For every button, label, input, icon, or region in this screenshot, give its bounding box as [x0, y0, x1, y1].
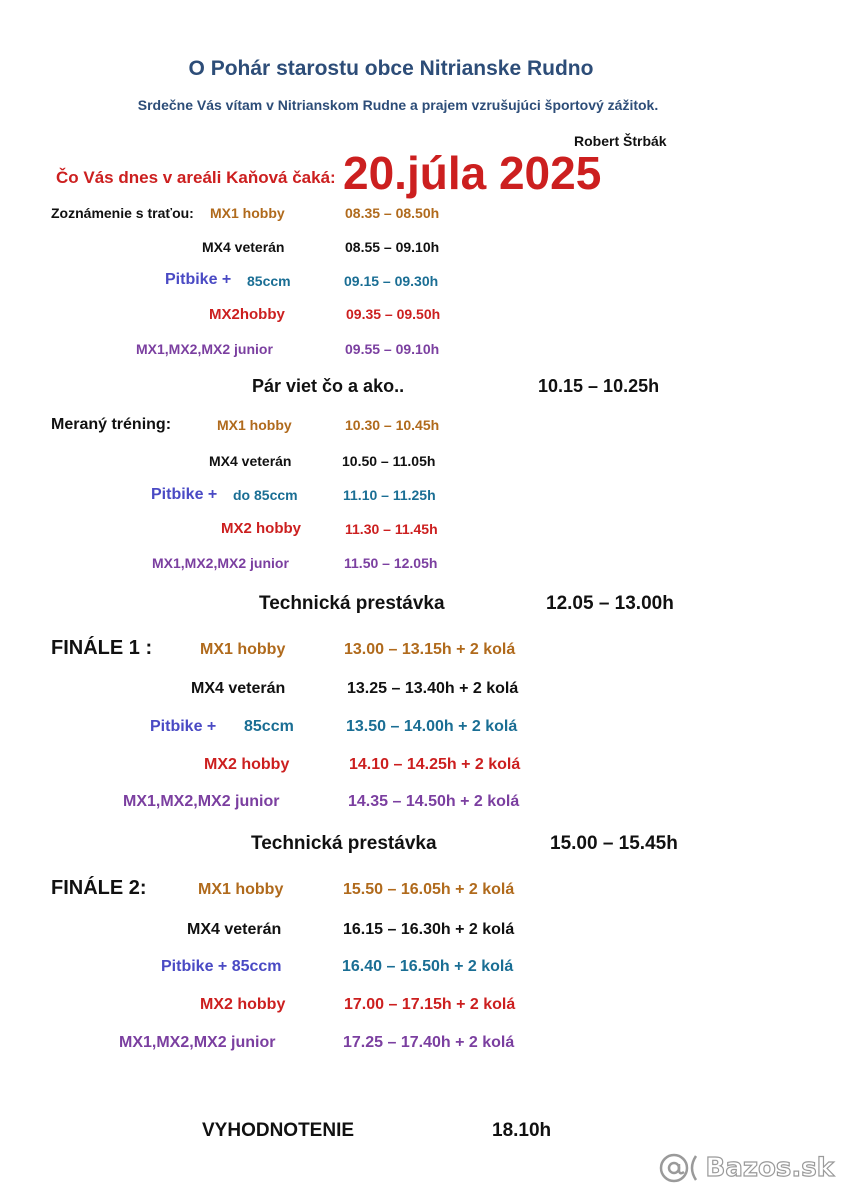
bazos-at-logo-icon: [658, 1150, 702, 1186]
time-slot: 09.35 – 09.50h: [346, 306, 441, 322]
watermark: [658, 1150, 834, 1186]
category-junior: MX1,MX2,MX2 junior: [123, 793, 280, 810]
technical-break-label: Technická prestávka: [251, 833, 437, 854]
category-mx2-hobby: MX2 hobby: [204, 756, 290, 773]
time-slot: 16.40 – 16.50h + 2 kolá: [342, 958, 514, 975]
info-break-time: 10.15 – 10.25h: [538, 376, 660, 396]
category-mx4-veteran: MX4 veterán: [191, 680, 286, 697]
time-slot: 17.25 – 17.40h + 2 kolá: [343, 1034, 515, 1051]
page-title: O Pohár starostu obce Nitrianske Rudno: [188, 57, 594, 80]
evaluation-time: 18.10h: [492, 1120, 552, 1141]
info-break-label: Pár viet čo a ako..: [252, 376, 405, 396]
category-mx1-hobby: MX1 hobby: [198, 881, 284, 898]
technical-break-time: 12.05 – 13.00h: [546, 593, 674, 614]
welcome-text: Srdečne Vás vítam v Nitrianskom Rudne a prajem vzrušujúci športový zážitok.: [137, 97, 659, 113]
category-pitbike: Pitbike +: [151, 486, 218, 503]
time-slot: 11.50 – 12.05h: [344, 555, 438, 571]
time-slot: 14.35 – 14.50h + 2 kolá: [348, 793, 520, 810]
evaluation-label: VYHODNOTENIE: [202, 1120, 355, 1141]
section-label-finale-1: FINÁLE 1 :: [51, 637, 153, 659]
intro-text: Čo Vás dnes v areáli Kaňová čaká:: [56, 168, 336, 187]
category-mx4-veteran: MX4 veterán: [209, 453, 292, 469]
time-slot: 17.00 – 17.15h + 2 kolá: [344, 996, 516, 1013]
category-pitbike-85ccm: Pitbike + 85ccm: [161, 958, 282, 975]
category-mx2-hobby: MX2hobby: [209, 306, 285, 323]
category-85ccm: 85ccm: [244, 718, 294, 735]
category-junior: MX1,MX2,MX2 junior: [136, 341, 273, 357]
section-label-zoznamenie: Zoznámenie s traťou:: [51, 205, 194, 221]
time-slot: 11.10 – 11.25h: [343, 487, 436, 503]
category-mx4-veteran: MX4 veterán: [187, 921, 282, 938]
category-mx1-hobby: MX1 hobby: [210, 205, 285, 221]
category-85ccm: do 85ccm: [233, 487, 298, 503]
signature: Robert Štrbák: [574, 133, 667, 149]
time-slot: 16.15 – 16.30h + 2 kolá: [343, 921, 515, 938]
time-slot: 13.00 – 13.15h + 2 kolá: [344, 641, 516, 658]
category-mx1-hobby: MX1 hobby: [217, 417, 292, 433]
category-pitbike: Pitbike +: [150, 718, 217, 735]
category-pitbike: Pitbike +: [165, 271, 232, 288]
technical-break-label: Technická prestávka: [259, 593, 445, 614]
category-mx4-veteran: MX4 veterán: [202, 239, 285, 255]
time-slot: 14.10 – 14.25h + 2 kolá: [349, 756, 521, 773]
technical-break-time: 15.00 – 15.45h: [550, 833, 678, 854]
category-mx1-hobby: MX1 hobby: [200, 641, 286, 658]
time-slot: 13.25 – 13.40h + 2 kolá: [347, 680, 519, 697]
category-mx2-hobby: MX2 hobby: [200, 996, 286, 1013]
section-label-trening: Meraný tréning:: [51, 416, 172, 433]
category-junior: MX1,MX2,MX2 junior: [119, 1034, 276, 1051]
event-date: 20.júla 2025: [343, 147, 602, 199]
time-slot: 09.55 – 09.10h: [345, 341, 440, 357]
time-slot: 09.15 – 09.30h: [344, 273, 439, 289]
time-slot: 10.30 – 10.45h: [345, 417, 440, 433]
time-slot: 15.50 – 16.05h + 2 kolá: [343, 881, 515, 898]
category-mx2-hobby: MX2 hobby: [221, 520, 302, 537]
time-slot: 11.30 – 11.45h: [345, 521, 438, 537]
time-slot: 08.35 – 08.50h: [345, 205, 440, 221]
category-85ccm: 85ccm: [247, 273, 291, 289]
section-label-finale-2: FINÁLE 2:: [51, 877, 147, 899]
time-slot: 08.55 – 09.10h: [345, 239, 440, 255]
time-slot: 10.50 – 11.05h: [342, 453, 436, 469]
category-junior: MX1,MX2,MX2 junior: [152, 555, 289, 571]
watermark-text: Bazos.sk: [705, 1153, 834, 1183]
time-slot: 13.50 – 14.00h + 2 kolá: [346, 718, 518, 735]
